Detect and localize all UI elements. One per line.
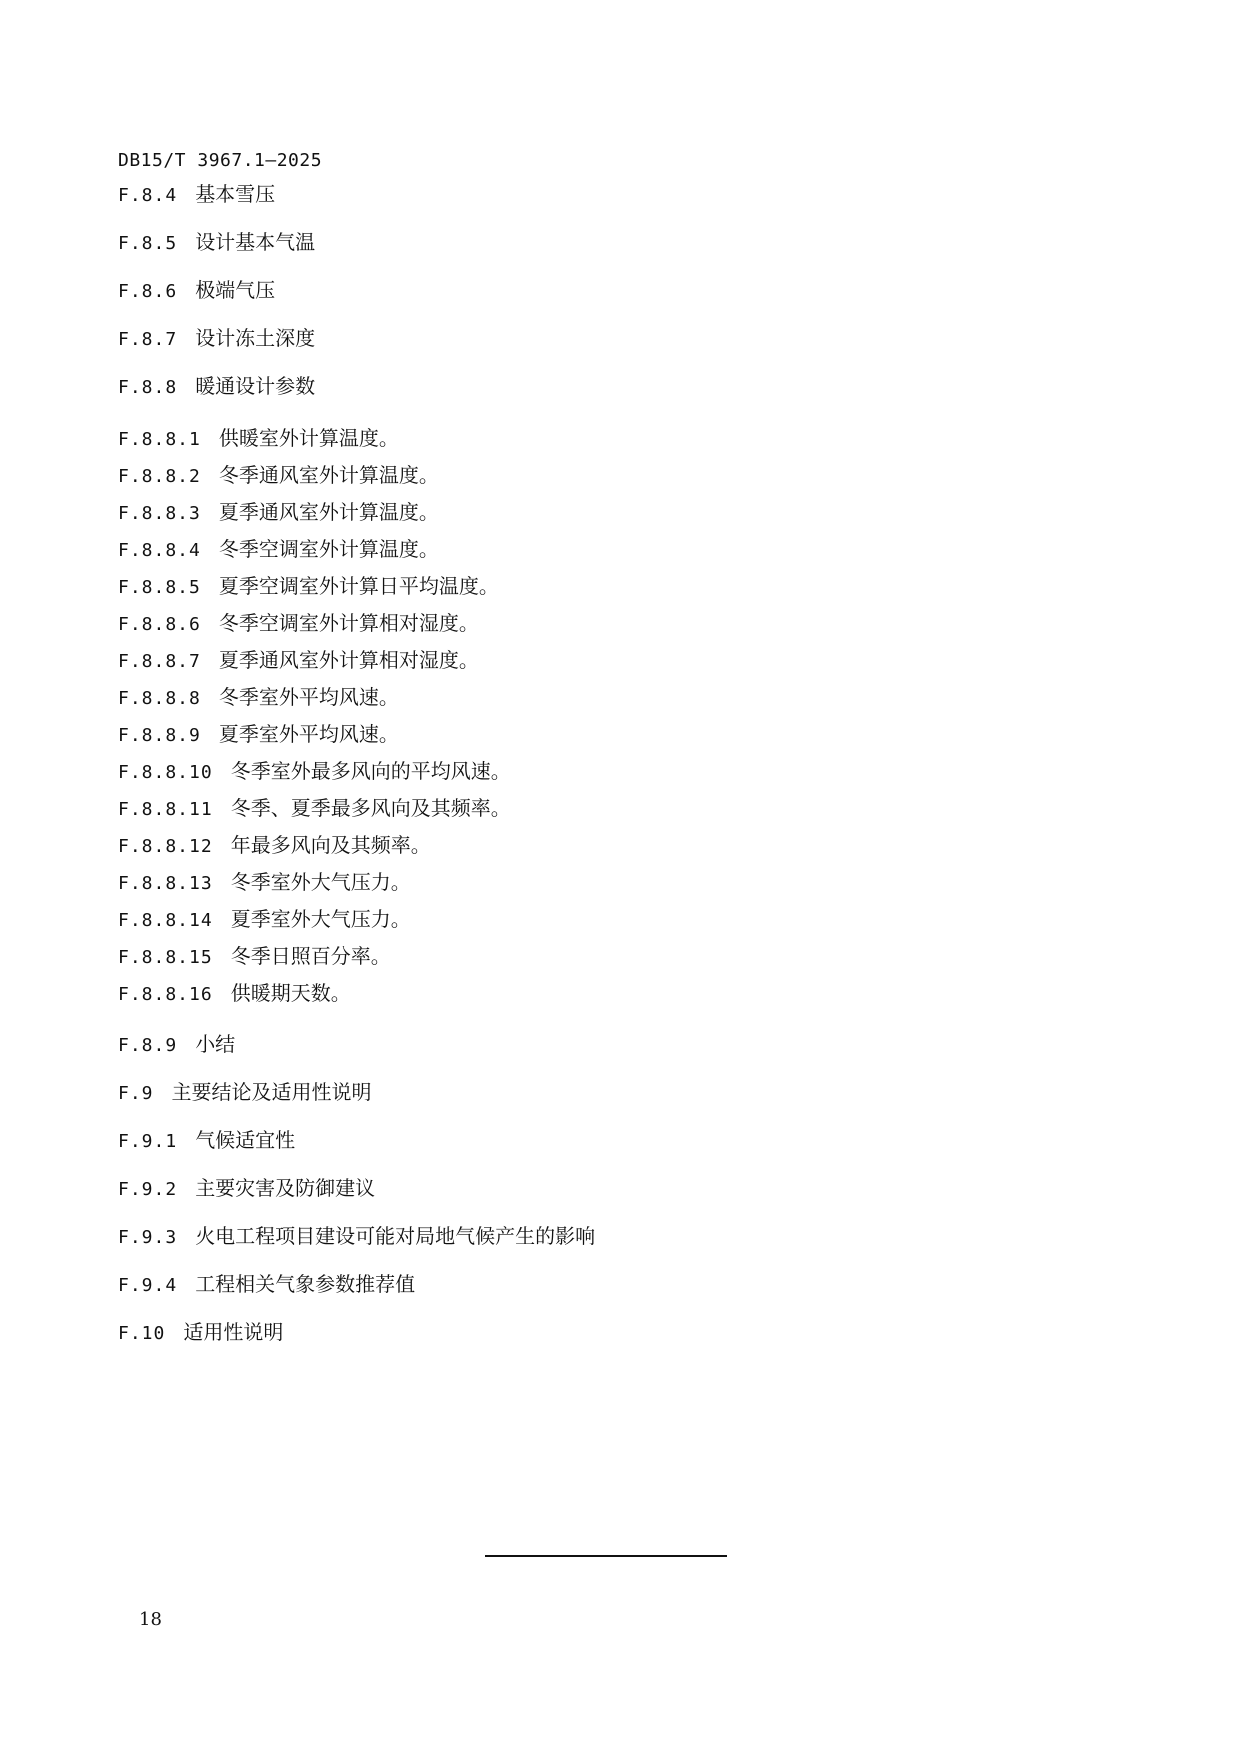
item-text: 夏季室外大气压力。 xyxy=(230,907,411,931)
section-heading xyxy=(118,1318,283,1348)
item-number: F.8.8.8 xyxy=(118,688,201,709)
section-heading xyxy=(118,276,275,306)
document-code: DB15/T 3967.1—2025 xyxy=(118,150,323,171)
section-number: F.9.4 xyxy=(118,1275,178,1296)
item-number: F.8.8.15 xyxy=(118,947,213,968)
end-divider xyxy=(485,1555,727,1557)
item-text: 供暖室外计算温度。 xyxy=(218,426,399,450)
item-text: 冬季空调室外计算温度。 xyxy=(218,537,439,561)
list-item xyxy=(118,535,439,565)
list-item xyxy=(118,572,499,602)
item-text: 冬季、夏季最多风向及其频率。 xyxy=(230,796,511,820)
list-item xyxy=(118,683,399,713)
item-number: F.8.8.14 xyxy=(118,910,213,931)
item-text: 冬季室外最多风向的平均风速。 xyxy=(230,759,511,783)
list-item xyxy=(118,609,479,639)
item-number: F.8.8.11 xyxy=(118,799,213,820)
section-title: 工程相关气象参数推荐值 xyxy=(195,1272,416,1296)
list-item xyxy=(118,461,439,491)
section-title: 主要灾害及防御建议 xyxy=(195,1176,376,1200)
section-heading xyxy=(118,180,275,210)
section-heading xyxy=(118,1174,375,1204)
section-title: 气候适宜性 xyxy=(195,1128,296,1152)
list-item xyxy=(118,757,511,787)
list-item xyxy=(118,498,439,528)
section-number: F.8.5 xyxy=(118,233,178,254)
section-title: 适用性说明 xyxy=(183,1320,284,1344)
item-number: F.8.8.13 xyxy=(118,873,213,894)
section-title: 基本雪压 xyxy=(195,182,276,206)
section-number: F.8.9 xyxy=(118,1035,178,1056)
list-item xyxy=(118,868,411,898)
section-heading xyxy=(118,372,315,402)
list-item xyxy=(118,794,511,824)
item-text: 夏季通风室外计算温度。 xyxy=(218,500,439,524)
section-title: 小结 xyxy=(195,1032,236,1056)
item-number: F.8.8.3 xyxy=(118,503,201,524)
section-heading xyxy=(118,1222,595,1252)
section-number: F.9.3 xyxy=(118,1227,178,1248)
item-text: 年最多风向及其频率。 xyxy=(230,833,431,857)
section-title: 火电工程项目建设可能对局地气候产生的影响 xyxy=(195,1224,596,1248)
page-number: 18 xyxy=(139,1609,162,1630)
item-text: 夏季通风室外计算相对湿度。 xyxy=(218,648,479,672)
item-text: 冬季日照百分率。 xyxy=(230,944,391,968)
section-heading xyxy=(118,324,315,354)
section-number: F.9.2 xyxy=(118,1179,178,1200)
item-number: F.8.8.16 xyxy=(118,984,213,1005)
list-item xyxy=(118,905,411,935)
item-text: 冬季室外大气压力。 xyxy=(230,870,411,894)
list-item xyxy=(118,720,399,750)
item-text: 夏季空调室外计算日平均温度。 xyxy=(218,574,499,598)
section-heading xyxy=(118,1126,295,1156)
item-number: F.8.8.6 xyxy=(118,614,201,635)
section-heading xyxy=(118,1078,372,1108)
list-item xyxy=(118,979,351,1009)
list-item xyxy=(118,646,479,676)
section-number: F.8.7 xyxy=(118,329,178,350)
list-item xyxy=(118,424,399,454)
section-heading xyxy=(118,1030,235,1060)
section-number: F.9.1 xyxy=(118,1131,178,1152)
section-title: 暖通设计参数 xyxy=(195,374,316,398)
item-number: F.8.8.2 xyxy=(118,466,201,487)
item-text: 冬季空调室外计算相对湿度。 xyxy=(218,611,479,635)
item-number: F.8.8.10 xyxy=(118,762,213,783)
list-item xyxy=(118,831,431,861)
item-text: 供暖期天数。 xyxy=(230,981,351,1005)
item-text: 夏季室外平均风速。 xyxy=(218,722,399,746)
item-number: F.8.8.7 xyxy=(118,651,201,672)
item-number: F.8.8.1 xyxy=(118,429,201,450)
item-text: 冬季通风室外计算温度。 xyxy=(218,463,439,487)
item-number: F.8.8.5 xyxy=(118,577,201,598)
section-number: F.8.4 xyxy=(118,185,178,206)
section-number: F.10 xyxy=(118,1323,166,1344)
section-heading xyxy=(118,1270,415,1300)
section-number: F.8.8 xyxy=(118,377,178,398)
section-title: 主要结论及适用性说明 xyxy=(171,1080,372,1104)
section-title: 设计基本气温 xyxy=(195,230,316,254)
item-number: F.8.8.9 xyxy=(118,725,201,746)
section-title: 设计冻土深度 xyxy=(195,326,316,350)
section-number: F.8.6 xyxy=(118,281,178,302)
item-number: F.8.8.4 xyxy=(118,540,201,561)
section-number: F.9 xyxy=(118,1083,154,1104)
item-text: 冬季室外平均风速。 xyxy=(218,685,399,709)
item-number: F.8.8.12 xyxy=(118,836,213,857)
section-title: 极端气压 xyxy=(195,278,276,302)
list-item xyxy=(118,942,391,972)
section-heading xyxy=(118,228,315,258)
